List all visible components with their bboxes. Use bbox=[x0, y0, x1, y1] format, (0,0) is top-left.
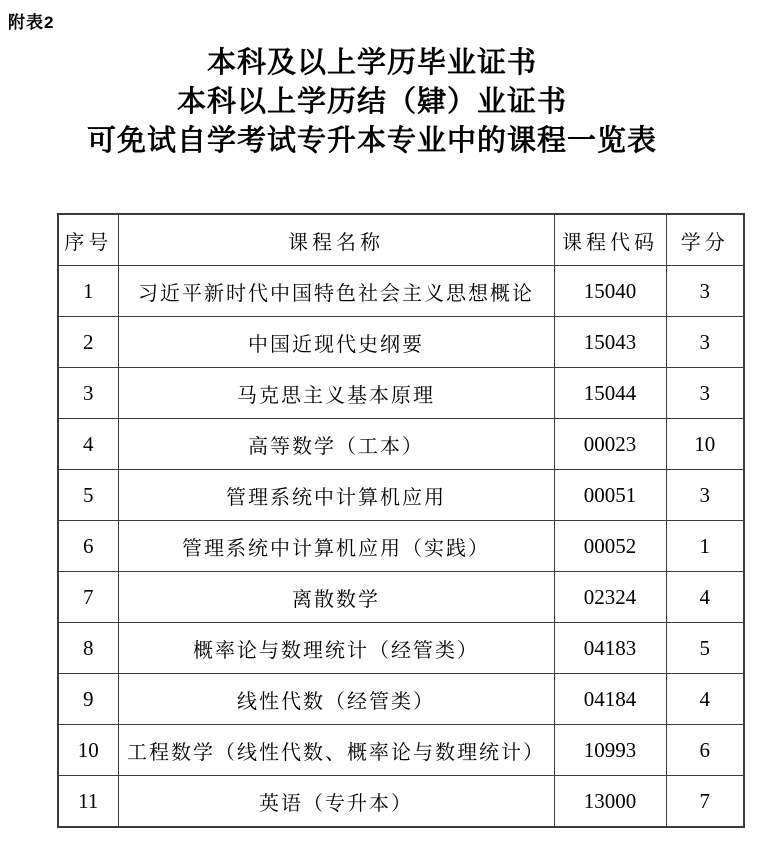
credits-cell: 6 bbox=[666, 725, 744, 776]
seq-cell: 8 bbox=[58, 623, 118, 674]
table-row bbox=[58, 368, 744, 419]
credits-cell: 7 bbox=[666, 776, 744, 828]
seq-cell: 11 bbox=[58, 776, 118, 828]
seq-cell: 1 bbox=[58, 266, 118, 317]
seq-cell: 10 bbox=[58, 725, 118, 776]
table-row bbox=[58, 419, 744, 470]
credits-cell: 4 bbox=[666, 674, 744, 725]
table-row bbox=[58, 317, 744, 368]
course-code-cell: 04184 bbox=[554, 674, 666, 725]
seq-cell: 6 bbox=[58, 521, 118, 572]
course-code-cell: 00052 bbox=[554, 521, 666, 572]
credits-cell: 3 bbox=[666, 266, 744, 317]
seq-cell: 5 bbox=[58, 470, 118, 521]
seq-cell: 2 bbox=[58, 317, 118, 368]
course-name-cell: 英语（专升本） bbox=[118, 776, 554, 828]
table-row bbox=[58, 266, 744, 317]
course-code-cell: 04183 bbox=[554, 623, 666, 674]
credits-cell: 3 bbox=[666, 368, 744, 419]
course-code-cell: 00023 bbox=[554, 419, 666, 470]
table-row bbox=[58, 470, 744, 521]
title-line-1: 本科及以上学历毕业证书 bbox=[206, 47, 537, 79]
table-row bbox=[58, 674, 744, 725]
header-course-name: 课程名称 bbox=[118, 214, 554, 266]
title-line-3: 可免试自学考试专升本专业中的课程一览表 bbox=[86, 125, 657, 157]
table-row bbox=[58, 725, 744, 776]
course-table bbox=[57, 213, 745, 828]
course-name-cell: 管理系统中计算机应用 bbox=[118, 470, 554, 521]
course-name-cell: 离散数学 bbox=[118, 572, 554, 623]
seq-cell: 3 bbox=[58, 368, 118, 419]
course-code-cell: 13000 bbox=[554, 776, 666, 828]
table-header-row bbox=[58, 214, 744, 266]
table-row bbox=[58, 776, 744, 828]
seq-cell: 4 bbox=[58, 419, 118, 470]
credits-cell: 3 bbox=[666, 317, 744, 368]
course-name-cell: 概率论与数理统计（经管类） bbox=[118, 623, 554, 674]
seq-cell: 7 bbox=[58, 572, 118, 623]
seq-cell: 9 bbox=[58, 674, 118, 725]
course-name-cell: 马克思主义基本原理 bbox=[118, 368, 554, 419]
credits-cell: 5 bbox=[666, 623, 744, 674]
appendix-label: 附表2 bbox=[8, 13, 55, 32]
table-row bbox=[58, 521, 744, 572]
credits-cell: 1 bbox=[666, 521, 744, 572]
credits-cell: 10 bbox=[666, 419, 744, 470]
header-course-code: 课程代码 bbox=[554, 214, 666, 266]
header-seq: 序号 bbox=[58, 214, 118, 266]
course-name-cell: 中国近现代史纲要 bbox=[118, 317, 554, 368]
course-name-cell: 习近平新时代中国特色社会主义思想概论 bbox=[118, 266, 554, 317]
course-name-cell: 工程数学（线性代数、概率论与数理统计） bbox=[118, 725, 554, 776]
course-code-cell: 15044 bbox=[554, 368, 666, 419]
course-code-cell: 10993 bbox=[554, 725, 666, 776]
credits-cell: 3 bbox=[666, 470, 744, 521]
header-credits: 学分 bbox=[666, 214, 744, 266]
document-title bbox=[0, 44, 744, 161]
course-code-cell: 15040 bbox=[554, 266, 666, 317]
course-name-cell: 线性代数（经管类） bbox=[118, 674, 554, 725]
course-code-cell: 02324 bbox=[554, 572, 666, 623]
title-line-2: 本科以上学历结（肄）业证书 bbox=[176, 86, 567, 118]
course-name-cell: 高等数学（工本） bbox=[118, 419, 554, 470]
course-name-cell: 管理系统中计算机应用（实践） bbox=[118, 521, 554, 572]
table-row bbox=[58, 572, 744, 623]
course-code-cell: 15043 bbox=[554, 317, 666, 368]
course-code-cell: 00051 bbox=[554, 470, 666, 521]
credits-cell: 4 bbox=[666, 572, 744, 623]
table-row bbox=[58, 623, 744, 674]
